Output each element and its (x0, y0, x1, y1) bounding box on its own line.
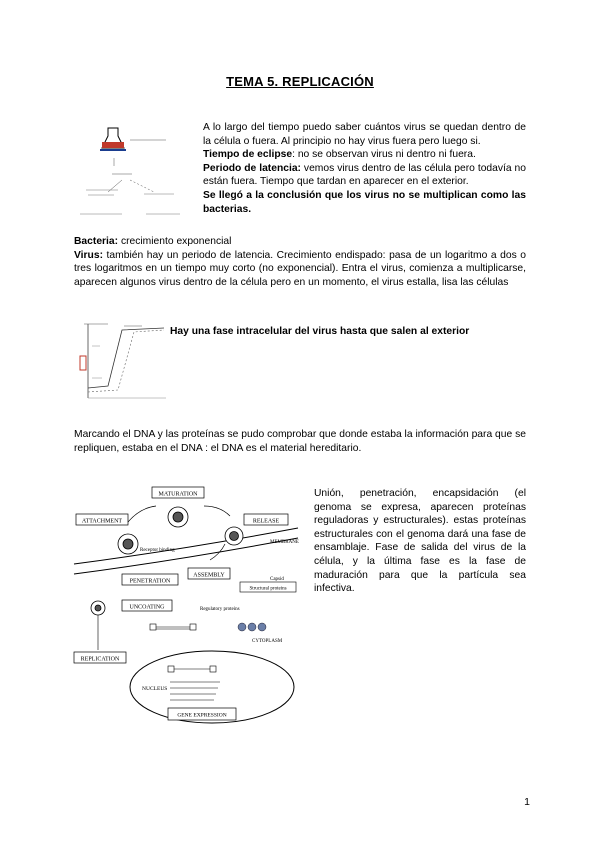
receptor-label: Receptor binding (140, 548, 175, 553)
growth-experiment-figure (74, 120, 194, 222)
bacteria-text: crecimiento exponencial (118, 236, 232, 247)
nucleus-label: NUCLEUS (142, 686, 168, 692)
caption-scribble (80, 190, 180, 214)
virus-particle-attach (118, 534, 138, 554)
virus-line (74, 249, 526, 290)
growth-curve-figure (78, 320, 168, 402)
latencia-text: vemos virus dentro de las célula pero todavía no están fuera. Tiempo que tardan en aparecer en el exterior. (203, 162, 526, 188)
penetration-label: PENETRATION (129, 578, 171, 585)
capsid-label: Capsid (270, 577, 284, 582)
eclipse-text: : no se observan virus ni dentro ni fuera. (292, 149, 476, 161)
gene-expression-label: GENE EXPRESSION (177, 712, 227, 719)
maturation-label: MATURATION (158, 491, 198, 498)
bacteria-line (74, 235, 526, 249)
fase-heading: Hay una fase intracelular del virus hasta que salen al exterior (170, 326, 470, 337)
ribosome-cluster (238, 623, 266, 631)
regulatory-label: Regulatory proteins (200, 607, 240, 612)
latencia-line (203, 162, 526, 189)
bacteria-label: Bacteria: (74, 236, 119, 247)
cycle-paragraph: Unión, penetración, encapsidación (el genoma se expresa, aparecen proteínas reguladoras y estructurales). estas proteínas estructurales con el genoma dará una fase de ensamblaje. Fase de salida del virus de la célula, y la última fase es la fase de maduración para que la partícula sea infectiva. (314, 488, 526, 595)
intro-p1: A lo largo del tiempo puedo saber cuántos virus se quedan dentro de la célula o fuera. Al principio no hay virus fuera pero luego si. (203, 122, 526, 147)
uncoating-label: UNCOATING (129, 604, 165, 611)
arrow-scribble (108, 158, 154, 192)
dna-paragraph: Marcando el DNA y las proteínas se pudo comprobar que donde estaba la información para que se repliquen, estaba en el DNA : el DNA es el material hereditario. (74, 429, 526, 454)
page-number: 1 (524, 796, 530, 808)
flask-icon (100, 128, 126, 150)
virus-particle-release (225, 527, 243, 545)
structural-label: Structural proteins (249, 586, 287, 592)
cell-membrane (74, 528, 298, 564)
virus-particle-top (168, 507, 188, 527)
intro-paragraph (203, 121, 526, 216)
conclusion-text: Se llegó a la conclusión que los virus no se multiplican como las bacterias. (203, 189, 526, 215)
virus-particle-uncoating (91, 601, 105, 615)
release-label: RELEASE (252, 518, 280, 525)
eclipse-line (203, 148, 526, 162)
virus-label: Virus: (74, 249, 103, 261)
assembly-label: ASSEMBLY (193, 572, 225, 579)
virus-text: también hay un periodo de latencia. Crecimiento endispado: pasa de un logaritmo a dos o tres logaritmos en un tiempo muy corto (no exponencial). Entra el virus, comienza a multiplicarse, aparecen algunos virus dentro de la célula pero en un momento, el virus estalla, lisa las células (74, 249, 526, 288)
attachment-label: ATTACHMENT (81, 518, 123, 525)
page-title: TEMA 5. REPLICACIÓN (226, 74, 374, 89)
replication-label: REPLICATION (80, 656, 120, 663)
eclipse-label: Tiempo de eclipse (203, 149, 293, 161)
membrane-label: MEMBRANE (270, 540, 299, 545)
latencia-label: Periodo de latencia: (203, 162, 301, 174)
replication-cycle-diagram (70, 482, 300, 734)
cytoplasm-label: CYTOPLASM (252, 639, 283, 644)
growth-paragraph (74, 235, 526, 289)
